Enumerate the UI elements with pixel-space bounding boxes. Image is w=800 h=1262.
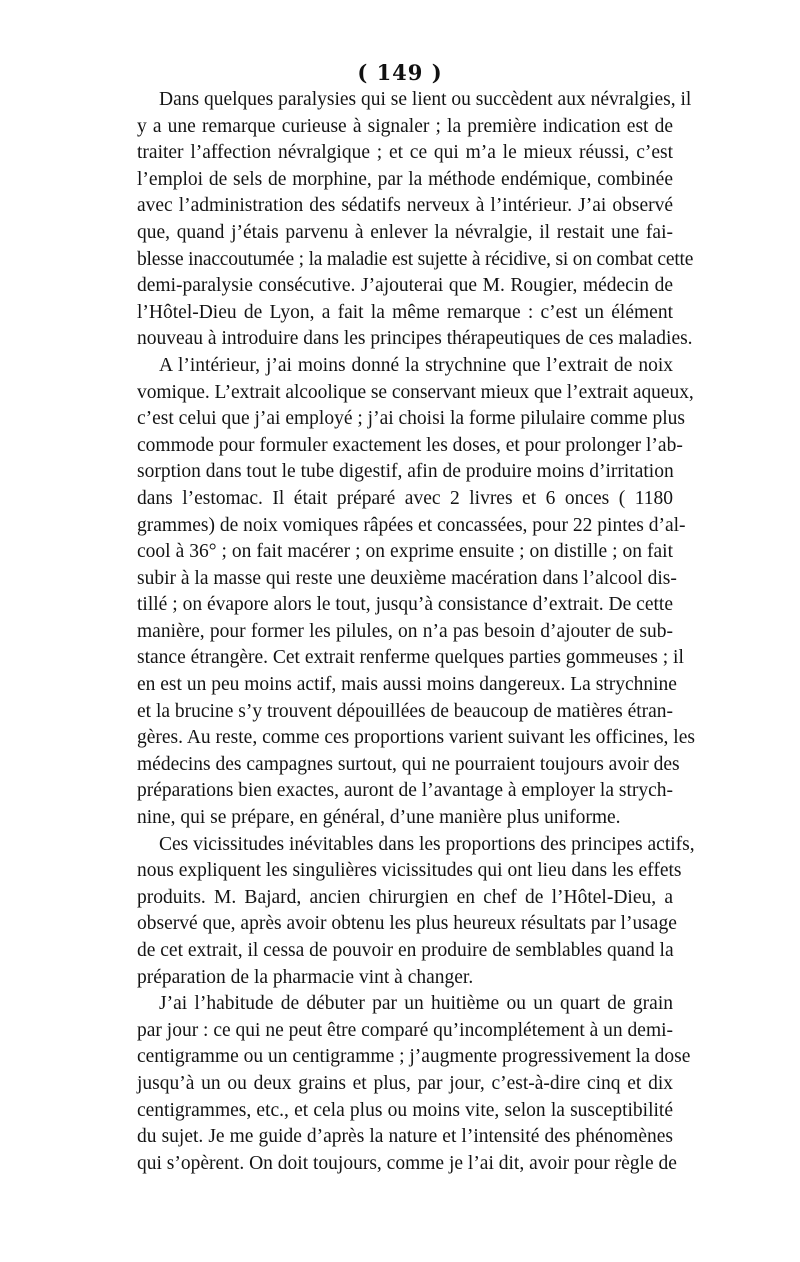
- text-line: et la brucine s’y trouvent dépouillées de beaucoup de matières étran-: [137, 700, 674, 722]
- text-line: gères. Au reste, comme ces proportions varient suivant les officines, les: [137, 727, 695, 749]
- text-line: nous expliquent les singulières vicissitudes qui ont lieu dans les effets: [137, 860, 682, 882]
- text-line: blesse inaccoutumée ; la maladie est sujette à récidive, si on combat cette: [137, 248, 694, 270]
- text-line: préparation de la pharmacie vint à changer.: [137, 966, 474, 988]
- text-line: traiter l’affection névralgique ; et ce qui m’a le mieux réussi, c’est: [137, 142, 673, 164]
- text-line: tillé ; on évapore alors le tout, jusqu’à consistance d’extrait. De cette: [137, 594, 673, 616]
- text-line: cool à 36° ; on fait macérer ; on exprime ensuite ; on distille ; on fait: [137, 541, 673, 563]
- text-line: grammes) de noix vomiques râpées et concassées, pour 22 pintes d’al-: [137, 514, 686, 536]
- page-number: ( 149 ): [357, 60, 443, 85]
- text-line: centigramme ou un centigramme ; j’augmente progressivement la dose: [137, 1046, 691, 1068]
- body-text: [137, 87, 695, 1177]
- text-line: J’ai l’habitude de débuter par un huitième ou un quart de grain: [159, 993, 673, 1015]
- text-line: commode pour formuler exactement les doses, et pour prolonger l’ab-: [137, 434, 683, 456]
- text-line: nine, qui se prépare, en général, d’une manière plus uniforme.: [137, 807, 621, 829]
- text-line: que, quand j’étais parvenu à enlever la névralgie, il restait une fai-: [137, 221, 673, 243]
- text-line: du sujet. Je me guide d’après la nature et l’intensité des phénomènes: [137, 1126, 673, 1148]
- text-line: Dans quelques paralysies qui se lient ou succèdent aux névralgies, il: [159, 89, 692, 110]
- text-line: jusqu’à un ou deux grains et plus, par jour, c’est-à-dire cinq et dix: [137, 1072, 673, 1094]
- text-line: A l’intérieur, j’ai moins donné la strychnine que l’extrait de noix: [159, 354, 673, 376]
- text-line: sorption dans tout le tube digestif, afin de produire moins d’irritation: [137, 461, 674, 483]
- text-line: c’est celui que j’ai employé ; j’ai choisi la forme pilulaire comme plus: [137, 408, 685, 430]
- text-line: y a une remarque curieuse à signaler ; la première indication est de: [137, 115, 673, 137]
- text-line: centigrammes, etc., et cela plus ou moins vite, selon la susceptibilité: [137, 1099, 673, 1121]
- text-line: qui s’opèrent. On doit toujours, comme je l’ai dit, avoir pour règle de: [137, 1152, 677, 1174]
- text-line: dans l’estomac. Il était préparé avec 2 livres et 6 onces ( 1180: [137, 487, 673, 509]
- text-line: en est un peu moins actif, mais aussi moins dangereux. La strychnine: [137, 674, 677, 696]
- text-line: de cet extrait, il cessa de pouvoir en produire de semblables quand la: [137, 940, 674, 961]
- text-line: Ces vicissitudes inévitables dans les proportions des principes actifs,: [159, 833, 695, 855]
- text-line: avec l’administration des sédatifs nerveux à l’intérieur. J’ai observé: [137, 195, 673, 217]
- text-line: subir à la masse qui reste une deuxième macération dans l’alcool dis-: [137, 567, 677, 589]
- text-line: par jour : ce qui ne peut être comparé qu’incomplétement à un demi-: [137, 1019, 674, 1041]
- text-line: nouveau à introduire dans les principes thérapeutiques de ces maladies.: [137, 328, 693, 350]
- text-line: produits. M. Bajard, ancien chirurgien en chef de l’Hôtel-Dieu, a: [137, 886, 673, 908]
- text-line: demi-paralysie consécutive. J’ajouterai que M. Rougier, médecin de: [137, 275, 673, 297]
- text-line: stance étrangère. Cet extrait renferme quelques parties gommeuses ; il: [137, 647, 684, 669]
- text-line: préparations bien exactes, auront de l’avantage à employer la strych-: [137, 780, 674, 802]
- text-line: manière, pour former les pilules, on n’a pas besoin d’ajouter de sub-: [137, 620, 673, 642]
- text-line: vomique. L’extrait alcoolique se conservant mieux que l’extrait aqueux,: [137, 381, 694, 403]
- text-line: l’emploi de sels de morphine, par la méthode endémique, combinée: [137, 168, 673, 190]
- text-line: observé que, après avoir obtenu les plus heureux résultats par l’usage: [137, 913, 677, 935]
- text-line: médecins des campagnes surtout, qui ne pourraient toujours avoir des: [137, 753, 680, 775]
- text-line: l’Hôtel-Dieu de Lyon, a fait la même remarque : c’est un élément: [137, 301, 673, 323]
